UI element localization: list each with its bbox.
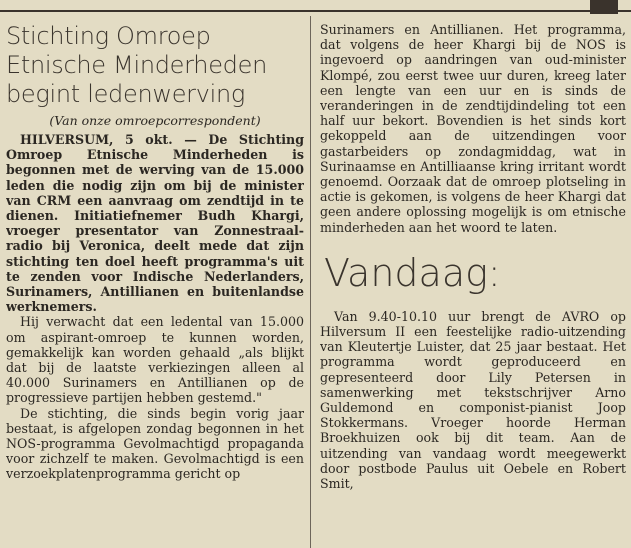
article-headline xyxy=(6,22,304,109)
article-dateline: HILVERSUM, 5 okt. — xyxy=(20,132,197,147)
headline-line-3: begint ledenwerving xyxy=(6,80,246,108)
article-column-left xyxy=(6,22,304,548)
vandaag-heading: Vandaag: xyxy=(324,250,501,295)
article-paragraph-3: De stichting, die sinds begin vorig jaar bestaat, is afgelopen zondag begonnen in het NOS-programma Gevolmachtigd propaganda voor zichzelf te maken. Gevolmachtigd is een verzoekplatenprogramma gericht op xyxy=(6,405,304,482)
top-rule xyxy=(0,10,631,12)
page-top-border xyxy=(0,0,631,16)
article-lead-text: De Stichting Omroep Etnische Minderheden is begonnen met de werving van de 15.000 leden die nodig zijn om bij de minister van CRM een aanvraag om zendtijd in te dienen. Initiatiefnemer Budh Khargi, vroeger presentator van Zonnestraal-radio bij Veronica, deelt mede dat zijn stichting ten doel heeft programma's uit te zenden voor Indische Nederlanders, Surinamers, Antillianen en buitenlandse werknemers. xyxy=(6,132,304,315)
article-paragraph-2: Hij verwacht dat een ledental van 15.000 om aspirant-omroep te kunnen worden, gemakkelijk kan worden gehaald „als blijkt dat bij de laatste verkiezingen alleen al 40.000 Surinamers en Antillianen op de progressieve partijen hebben gestemd." xyxy=(6,314,304,406)
vandaag-paragraph: Van 9.40-10.10 uur brengt de AVRO op Hilversum II een feestelijke radio-uitzending van Kleutertje Luister, dat 25 jaar bestaat. Het programma wordt geproduceerd en gepresenteerd door Lily Petersen in samenwerking met tekstschrijver Arno Guldemond en componist-pianist Joop Stokkermans. Vroeger hoorde Herman Broekhuizen ook bij dit team. Aan de uitzending van vandaag wordt meegewerkt door postbode Paulus uit Oebele en Robert Smit, xyxy=(320,308,626,492)
top-corner-block xyxy=(590,0,618,14)
article-column-right xyxy=(320,22,626,548)
article-byline: (Van onze omroepcorrespondent) xyxy=(49,113,261,128)
column-divider xyxy=(310,16,311,548)
article-continuation: Surinamers en Antillianen. Het programma, dat volgens de heer Khargi bij de NOS is ingevoerd op aandringen van oud-minister Klompé, zou eerst twee uur duren, kreeg later een lengte van een uur en is sinds de veranderingen in de zendtijdindeling tot een half uur bekort. Bovendien is het sinds kort gekoppeld aan de uitzendingen voor gastarbeiders op zondagmiddag, wat in Surinaamse en Antilliaanse kring irritant wordt genoemd. Oorzaak dat de omroep plotseling in actie is gekomen, is volgens de heer Khargi dat geen andere oplossing mogelijk is om etnische minderheden aan het woord te laten. xyxy=(320,22,626,235)
headline-line-1: Stichting Omroep xyxy=(6,22,211,50)
article-lead xyxy=(6,132,304,314)
headline-line-2: Etnische Minderheden xyxy=(6,51,267,79)
